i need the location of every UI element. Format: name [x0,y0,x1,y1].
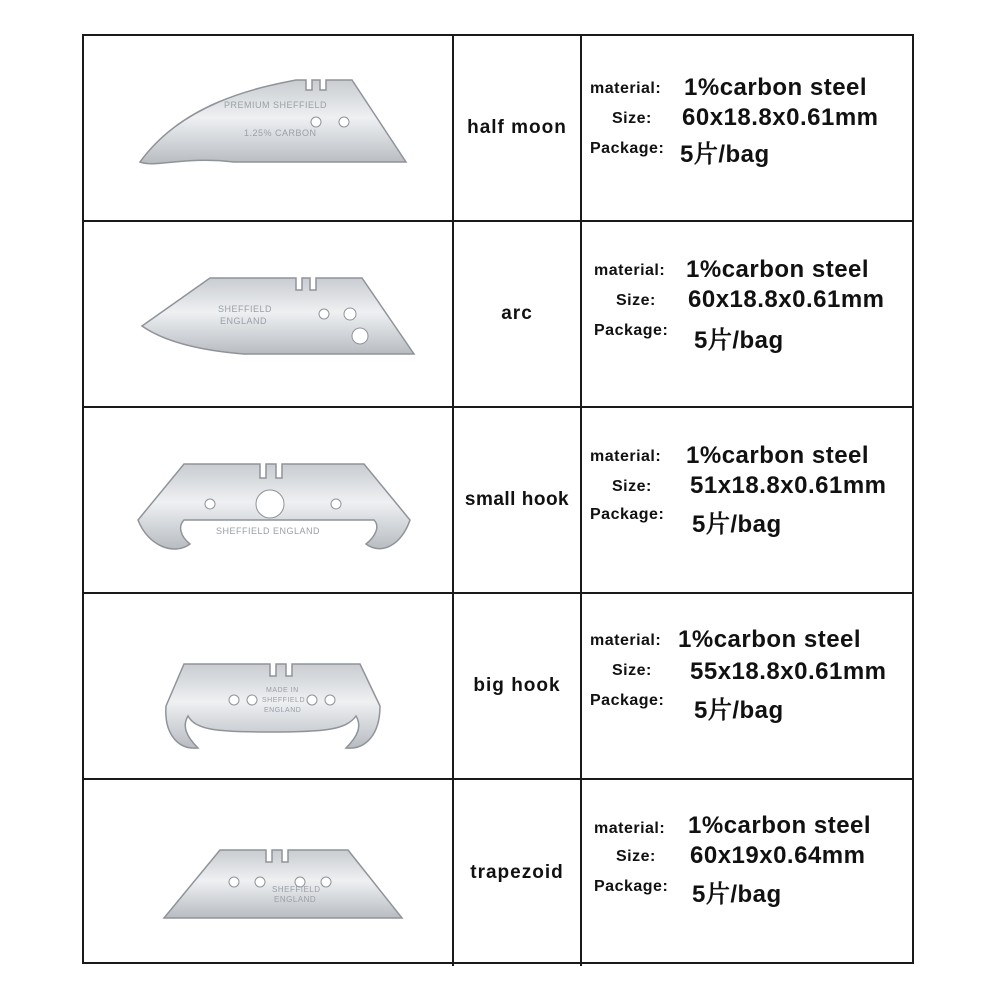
package-value: 5片/bag [694,697,784,724]
arc-blade-icon [84,222,454,408]
blade-name-cell [454,780,582,966]
blade-stamp-text: SHEFFIELD ENGLAND [216,526,321,536]
blade-image-cell [84,780,454,966]
trapezoid-blade-icon [84,780,454,966]
blade-spec-cell [582,36,912,220]
package-line [582,134,912,166]
blade-name: half moon [467,117,567,138]
table-row [84,780,912,966]
blade-stamp-text: SHEFFIELD [218,304,273,314]
material-line [582,442,912,474]
blade-stamp-text: 1.25% CARBON [244,128,317,138]
material-label: material: [590,632,662,649]
package-label: Package: [594,878,669,895]
package-line [582,318,912,354]
package-line [582,690,912,722]
material-label: material: [590,448,662,465]
size-value: 51x18.8x0.61mm [690,472,887,499]
package-value: 5片/bag [680,141,770,168]
blade-name-cell [454,408,582,592]
material-value: 1%carbon steel [688,812,872,839]
package-line [582,504,912,536]
material-line [582,256,912,288]
big-hook-blade-icon [84,594,454,780]
size-label: Size: [616,292,656,309]
material-line [582,74,912,106]
material-label: material: [594,262,666,279]
small-hook-blade-icon [84,408,454,594]
blade-name: small hook [464,489,570,510]
blade-name: trapezoid [470,862,564,883]
blade-stamp-text: ENGLAND [220,316,268,326]
table-row [84,594,912,780]
size-line [582,286,912,318]
package-label: Package: [590,692,665,709]
table-row [84,36,912,222]
package-line [582,874,912,906]
blade-stamp-text: MADE IN [266,687,299,694]
blade-name-cell [454,36,582,220]
blade-stamp-text: SHEFFIELD [272,885,321,894]
size-line [582,658,912,690]
package-value: 5片/bag [692,881,782,908]
package-value: 5片/bag [694,327,784,354]
material-value: 1%carbon steel [684,74,868,101]
package-label: Package: [590,140,665,157]
material-value: 1%carbon steel [686,442,870,469]
size-label: Size: [612,110,652,127]
blade-spec-cell [582,780,912,966]
package-label: Package: [594,322,669,339]
size-value: 60x18.8x0.61mm [688,286,885,313]
size-value: 55x18.8x0.61mm [690,658,887,685]
blade-name-cell [454,222,582,406]
table-row [84,222,912,408]
blade-stamp-text: ENGLAND [264,707,302,714]
size-line [582,104,912,136]
material-value: 1%carbon steel [678,626,862,653]
blade-name: big hook [473,675,561,696]
material-label: material: [590,80,662,97]
blade-spec-cell [582,594,912,778]
blade-image-cell [84,222,454,406]
blade-stamp-text: ENGLAND [274,895,317,904]
blade-image-cell [84,36,454,220]
material-line [582,626,912,658]
half-moon-blade-icon [84,36,454,222]
blade-name-cell [454,594,582,778]
blade-name: arc [501,303,533,324]
material-value: 1%carbon steel [686,256,870,283]
table-row [84,408,912,594]
package-label: Package: [590,506,665,523]
material-line [582,812,912,844]
material-label: material: [594,820,666,837]
size-label: Size: [612,662,652,679]
blade-stamp-text: PREMIUM SHEFFIELD [224,100,328,110]
blade-spec-cell [582,408,912,592]
blade-stamp-text: SHEFFIELD [262,697,306,704]
package-value: 5片/bag [692,511,782,538]
size-value: 60x19x0.64mm [690,842,866,869]
size-value: 60x18.8x0.61mm [682,104,879,131]
size-label: Size: [612,478,652,495]
blade-spec-table [82,34,914,964]
size-line [582,842,912,874]
blade-spec-cell [582,222,912,406]
size-label: Size: [616,848,656,865]
size-line [582,472,912,504]
blade-image-cell [84,594,454,778]
blade-image-cell [84,408,454,592]
